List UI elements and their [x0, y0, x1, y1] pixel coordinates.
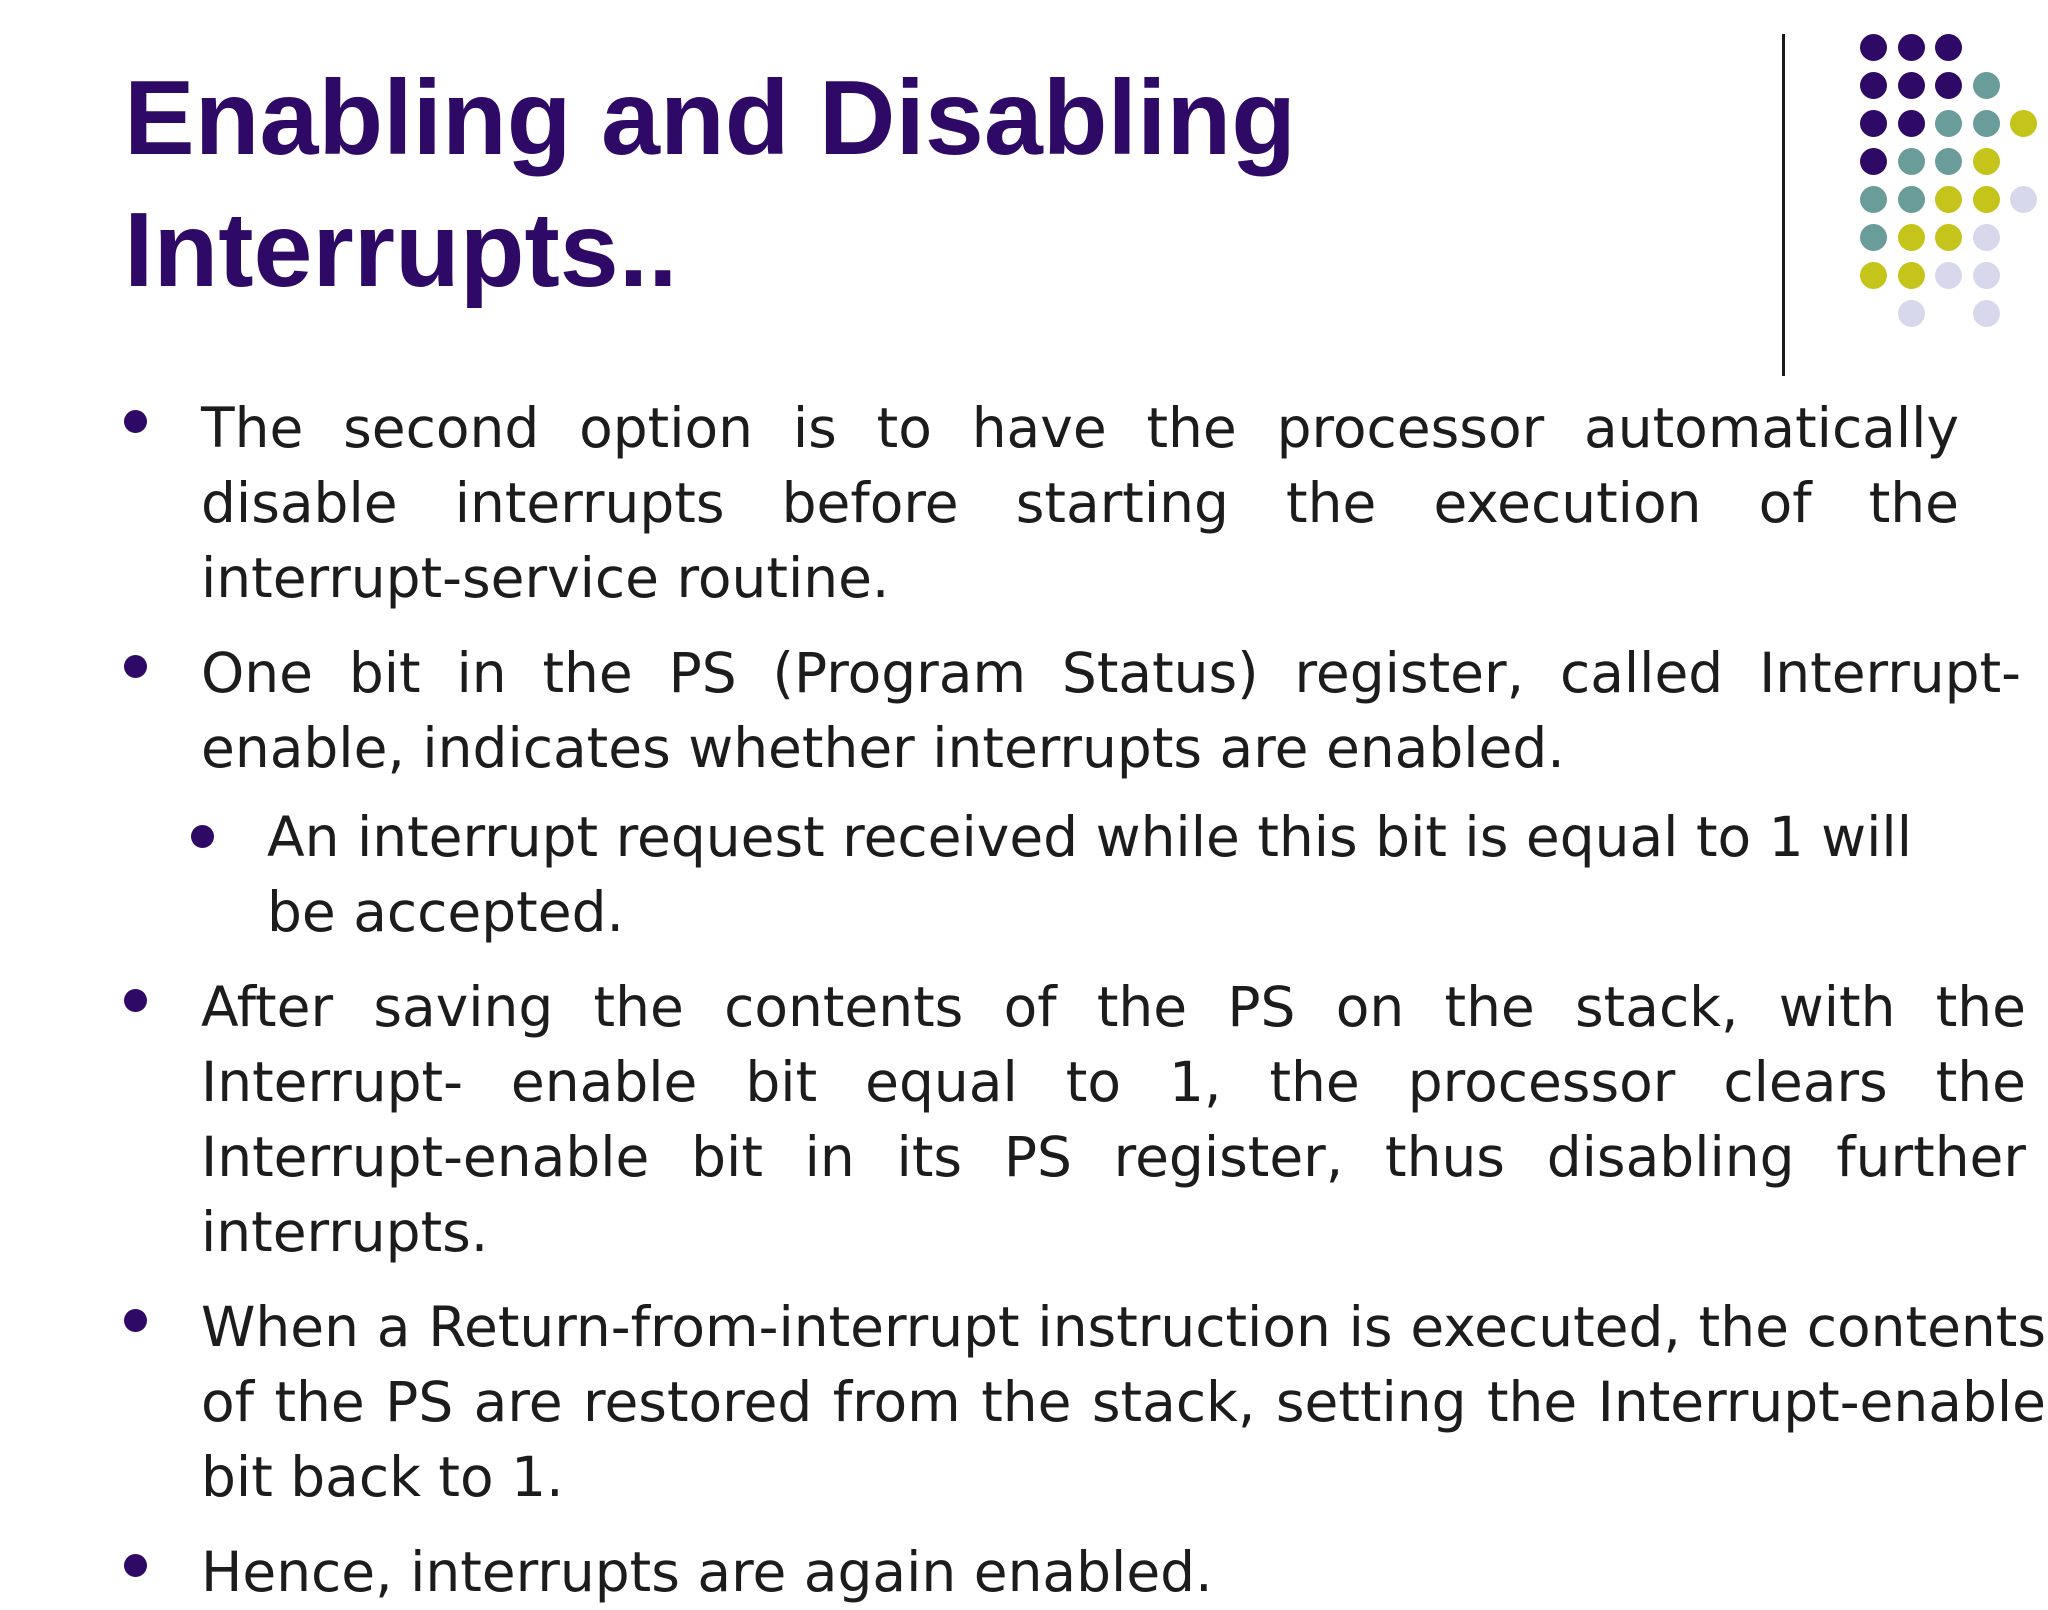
decorative-dot: [1898, 224, 1925, 251]
bullet-icon: [124, 410, 147, 433]
decorative-dot: [1935, 110, 1962, 137]
decorative-dot: [1973, 186, 2000, 213]
decorative-dot: [1973, 224, 2000, 251]
decorative-dot: [1860, 148, 1887, 175]
bullet-item: [201, 1529, 1959, 1610]
decorative-dot: [1860, 186, 1887, 213]
bullet-item: [201, 385, 1959, 616]
bullet-item: [201, 964, 2026, 1270]
decorative-dot: [1935, 34, 1962, 61]
decorative-dot-grid: [0, 0, 2048, 400]
decorative-dot: [1860, 224, 1887, 251]
decorative-dot: [1860, 110, 1887, 137]
bullet-icon: [124, 1554, 147, 1577]
decorative-dot: [1935, 72, 1962, 99]
decorative-dot: [1935, 262, 1962, 289]
decorative-dot: [1935, 186, 1962, 213]
bullet-icon: [191, 825, 214, 848]
bullet-text: One bit in the PS (Program Status) register, called Interrupt-enable, indicates whether interrupts are enabled.: [201, 641, 2021, 780]
decorative-dot: [1898, 72, 1925, 99]
decorative-dot: [2010, 110, 2037, 137]
bullet-icon: [124, 655, 147, 678]
bullet-item: [201, 630, 2021, 786]
decorative-dot: [1898, 262, 1925, 289]
bullet-text: The second option is to have the processor automatically disable interrupts before starting the execution of the interrupt-service routine.: [201, 396, 1959, 610]
slide-title-line-1: Enabling and Disabling: [124, 59, 1296, 177]
bullet-item: [201, 1284, 2046, 1515]
bullet-icon: [124, 1309, 147, 1332]
decorative-dot: [1973, 148, 2000, 175]
decorative-dot: [1860, 262, 1887, 289]
decorative-dot: [1973, 262, 2000, 289]
decorative-dot: [1898, 110, 1925, 137]
slide-title-line-2: Interrupts..: [124, 191, 678, 309]
slide-body: [124, 385, 2046, 1610]
decorative-dot: [1898, 34, 1925, 61]
sub-bullet-item: [267, 800, 1912, 950]
bullet-text: Hence, interrupts are again enabled.: [201, 1540, 1213, 1604]
decorative-dot: [1935, 224, 1962, 251]
decorative-dot: [1860, 34, 1887, 61]
bullet-text: After saving the contents of the PS on the stack, with the Interrupt- enable bit equal to 1, the processor clears the Interrupt-enable bit in its PS register, thus disabling further interrupts.: [201, 975, 2026, 1264]
decorative-dot: [1898, 186, 1925, 213]
decorative-dot: [1973, 110, 2000, 137]
decorative-dot: [1973, 72, 2000, 99]
decorative-dot: [1898, 300, 1925, 327]
decorative-dot: [1898, 148, 1925, 175]
sub-bullet-text: An interrupt request received while this bit is equal to 1 will be accepted.: [267, 805, 1912, 944]
decorative-dot: [1935, 148, 1962, 175]
bullet-icon: [124, 989, 147, 1012]
decorative-dot: [1860, 72, 1887, 99]
bullet-text: When a Return-from-interrupt instruction is executed, the contents of the PS are restored from the stack, setting the Interrupt-enable bit back to 1.: [201, 1295, 2046, 1509]
decorative-dot: [1973, 300, 2000, 327]
decorative-dot: [2010, 186, 2037, 213]
